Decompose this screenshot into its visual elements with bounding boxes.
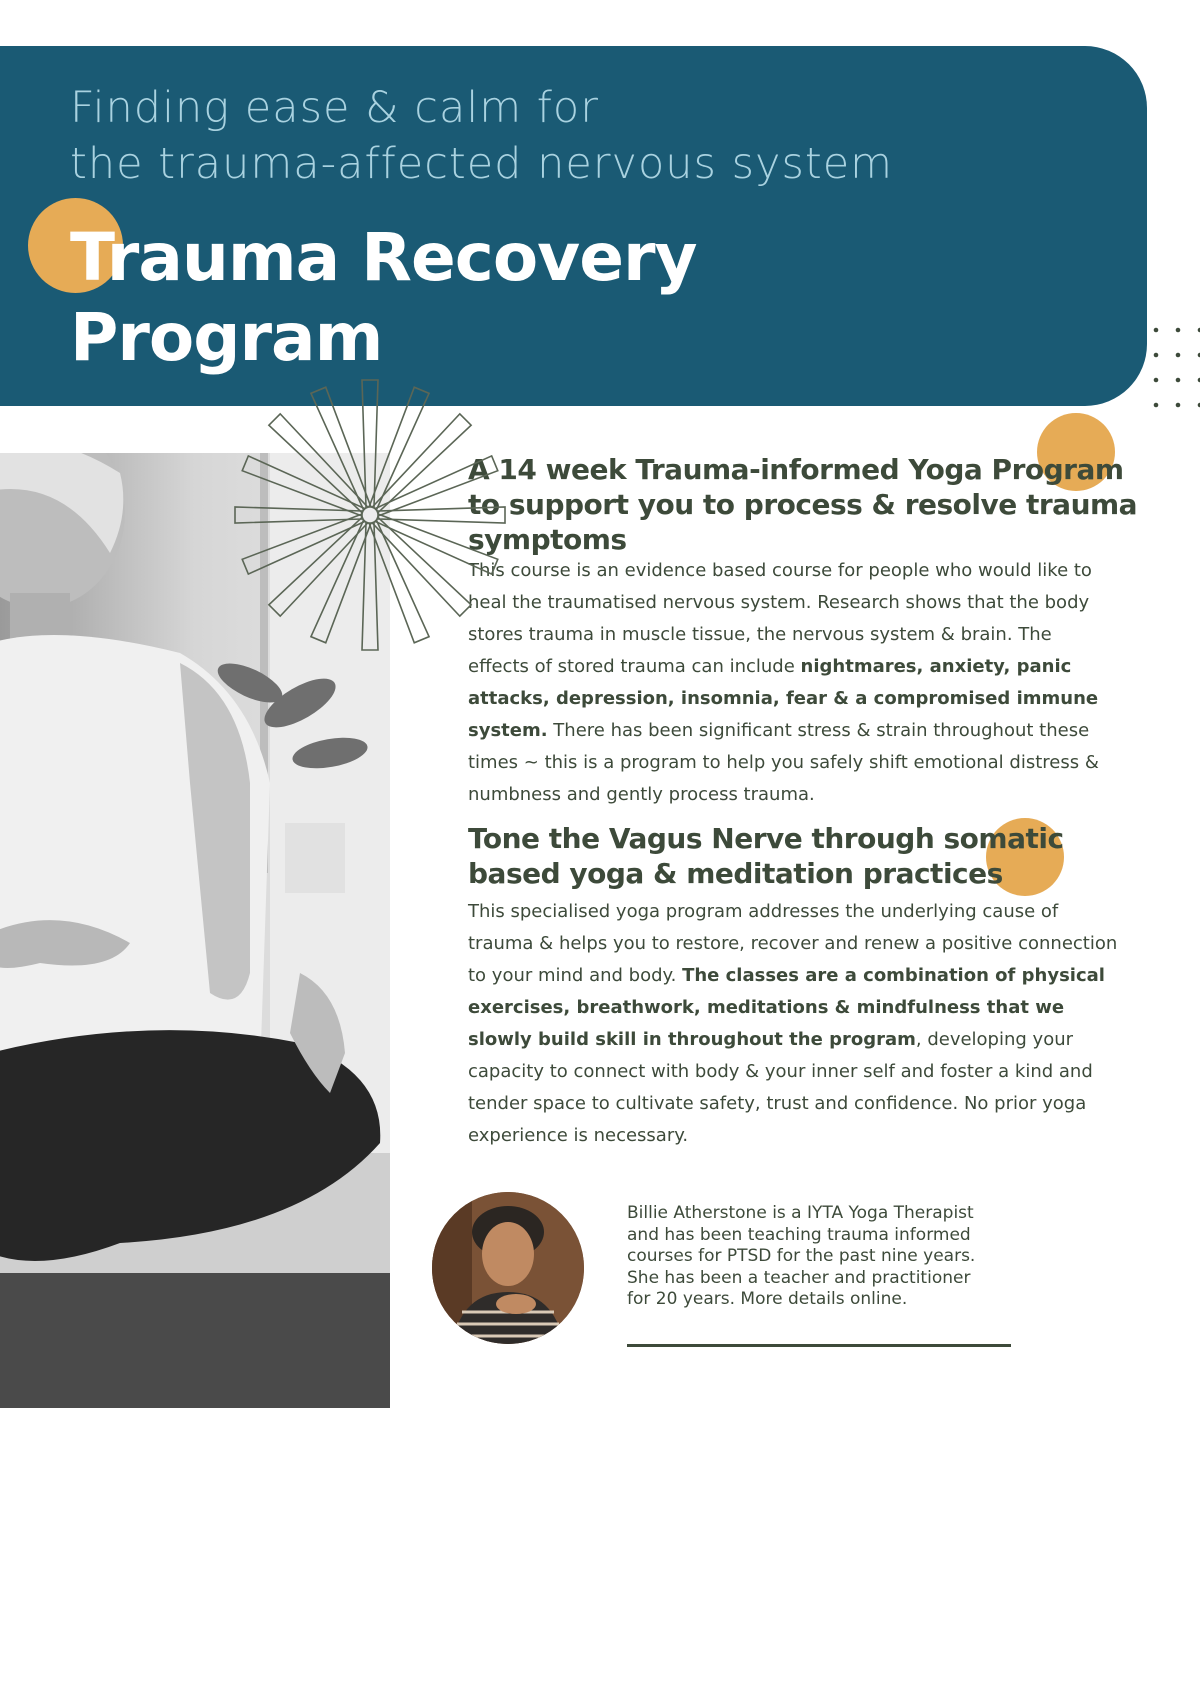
instructor-avatar	[432, 1192, 584, 1344]
page-title: Trauma Recovery Program	[70, 219, 697, 376]
divider-line	[627, 1344, 1011, 1347]
section1-paragraph: This course is an evidence based course for people who would like to heal the traumatised nervous system. Research shows that the body stores trauma in muscle tissue, the nervous system & brain. The effects of stored trauma can include nightmares, anxiety, panic attacks, depression, insomnia, fear & a compromised immune system. There has been significant stress & strain throughout these times ~ this is a program to help you safely shift emotional distress & numbness and gently process trauma.	[468, 560, 1099, 805]
section2-heading: Tone the Vagus Nerve through somatic based yoga & meditation practices	[468, 822, 1064, 890]
page-subtitle: Finding ease & calm for the trauma-affected nervous system	[70, 83, 894, 189]
section2-paragraph: This specialised yoga program addresses the underlying cause of trauma & helps you to restore, recover and renew a positive connection to your mind and body. The classes are a combination of physical exercises, breathwork, meditations & mindfulness that we slowly build skill in throughout the program, developing your capacity to connect with body & your inner self and foster a kind and tender space to cultivate safety, trust and confidence. No prior yoga experience is necessary.	[468, 901, 1118, 1146]
section1-heading: A 14 week Trauma-informed Yoga Program to support you to process & resolve trauma symptoms	[468, 453, 1138, 556]
instructor-bio: Billie Atherstone is a IYTA Yoga Therapist and has been teaching trauma informed courses for PTSD for the past nine years. She has been a teacher and practitioner for 20 years. More details online.	[627, 1203, 976, 1309]
sunburst-icon	[230, 375, 510, 655]
dot-grid-icon	[1148, 322, 1200, 412]
